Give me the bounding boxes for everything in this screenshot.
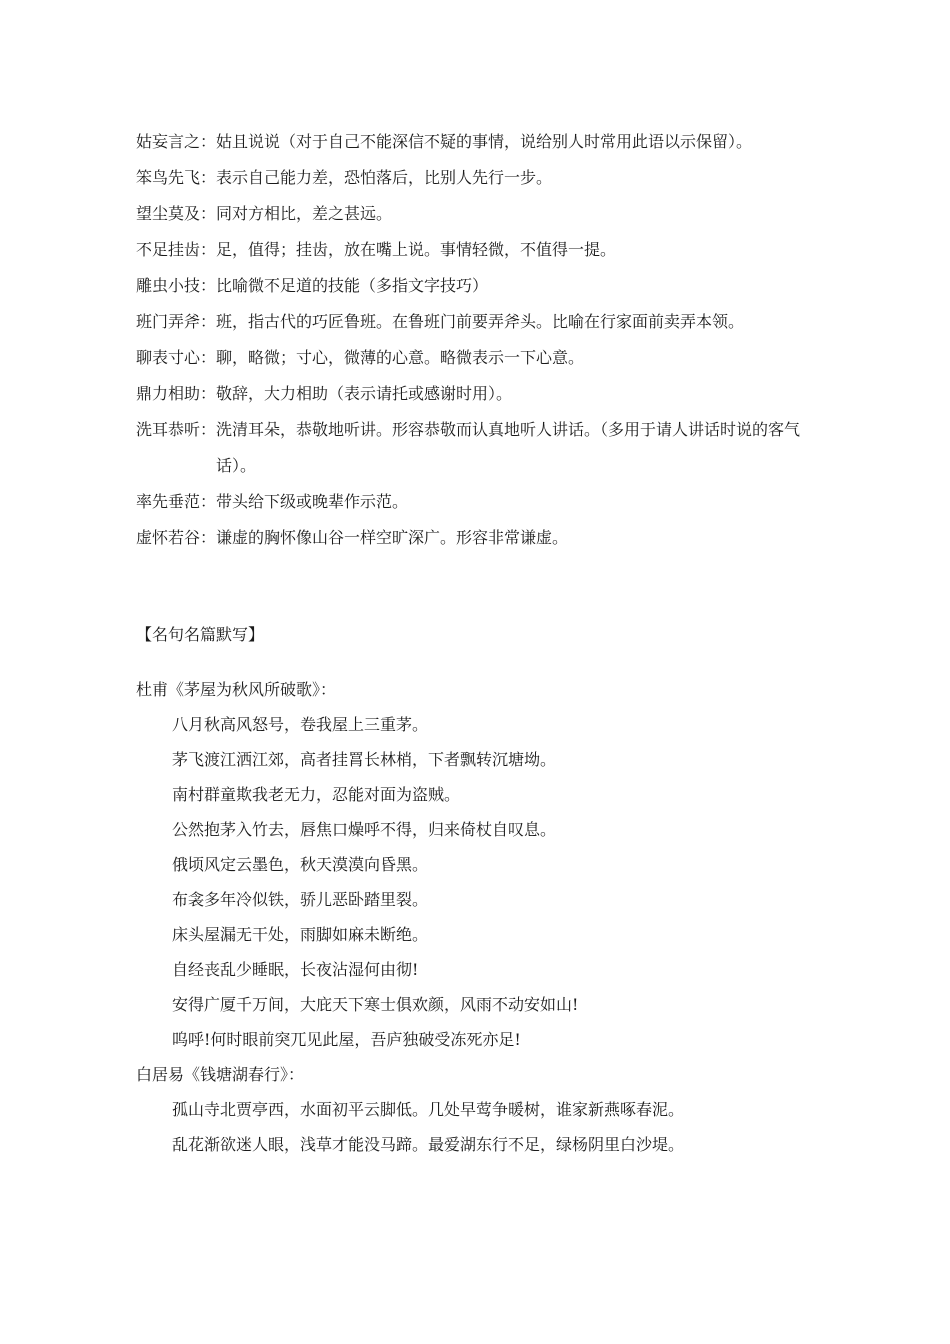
idiom-list	[136, 124, 826, 556]
idiom-term: 望尘莫及：	[136, 204, 217, 223]
poem-block	[136, 672, 836, 1057]
idiom-term: 鼎力相助：	[136, 384, 217, 403]
poem-line: 布衾多年冷似铁，骄儿恶卧踏里裂。	[172, 890, 429, 909]
idiom-entry	[136, 412, 826, 484]
idiom-entry	[136, 340, 826, 376]
idiom-entry	[136, 124, 826, 160]
idiom-definition: 比喻微不足道的技能（多指文字技巧）	[216, 276, 489, 295]
poem-line: 八月秋高风怒号，卷我屋上三重茅。	[172, 715, 429, 734]
idiom-term: 姑妄言之：	[136, 132, 217, 151]
idiom-term: 雕虫小技：	[136, 276, 217, 295]
idiom-term: 率先垂范：	[136, 492, 217, 511]
idiom-term: 洗耳恭听：	[136, 420, 217, 439]
idiom-definition: 带头给下级或晚辈作示范。	[216, 492, 409, 511]
poem-line: 床头屋漏无干处，雨脚如麻未断绝。	[172, 925, 429, 944]
idiom-term: 班门弄斧：	[136, 312, 217, 331]
idiom-definition: 班，指古代的巧匠鲁班。在鲁班门前要弄斧头。比喻在行家面前卖弄本领。	[216, 312, 745, 331]
idiom-entry	[136, 196, 826, 232]
poem-line: 乱花渐欲迷人眼，浅草才能没马蹄。最爱湖东行不足，绿杨阴里白沙堤。	[172, 1135, 685, 1154]
poem-line: 俄顷风定云墨色，秋天漠漠向昏黑。	[172, 855, 429, 874]
poem-line: 安得广厦千万间，大庇天下寒士俱欢颜，风雨不动安如山!	[172, 995, 579, 1014]
idiom-entry	[136, 520, 826, 556]
idiom-term: 虚怀若谷：	[136, 528, 217, 547]
idiom-definition: 足，值得；挂齿，放在嘴上说。事情轻微，不值得一提。	[216, 240, 617, 259]
section-title: 【名句名篇默写】	[136, 625, 265, 644]
idiom-term: 笨鸟先飞：	[136, 168, 217, 187]
poem-line: 自经丧乱少睡眠，长夜沾湿何由彻!	[172, 960, 419, 979]
idiom-entry	[136, 376, 826, 412]
poem-line: 茅飞渡江洒江郊，高者挂罥长林梢，下者飘转沉塘坳。	[172, 750, 557, 769]
idiom-entry	[136, 160, 826, 196]
idiom-definition: 聊，略微；寸心，微薄的心意。略微表示一下心意。	[216, 348, 585, 367]
idiom-definition: 洗清耳朵，恭敬地听讲。形容恭敬而认真地听人讲话。（多用于请人讲话时说的客气话）。	[216, 420, 801, 475]
idiom-term: 不足挂齿：	[136, 240, 217, 259]
poem-line: 公然抱茅入竹去，唇焦口燥呼不得，归来倚杖自叹息。	[172, 820, 557, 839]
idiom-entry	[136, 484, 826, 520]
poem-list	[136, 672, 836, 1162]
idiom-entry	[136, 304, 826, 340]
poem-line: 南村群童欺我老无力，忍能对面为盗贼。	[172, 785, 461, 804]
idiom-term: 聊表寸心：	[136, 348, 217, 367]
poem-title: 白居易《钱塘湖春行》：	[136, 1065, 305, 1084]
idiom-definition: 敬辞，大力相助（表示请托或感谢时用）。	[216, 384, 513, 403]
idiom-entry	[136, 232, 826, 268]
poem-line: 呜呼!何时眼前突兀见此屋，吾庐独破受冻死亦足!	[172, 1030, 521, 1049]
idiom-definition: 同对方相比，差之甚远。	[216, 204, 393, 223]
idiom-definition: 表示自己能力差，恐怕落后，比别人先行一步。	[216, 168, 553, 187]
poem-block	[136, 1057, 836, 1162]
idiom-definition: 谦虚的胸怀像山谷一样空旷深广。形容非常谦虚。	[216, 528, 569, 547]
poem-line: 孤山寺北贾亭西，水面初平云脚低。几处早莺争暖树，谁家新燕啄春泥。	[172, 1100, 685, 1119]
idiom-definition: 姑且说说（对于自己不能深信不疑的事情，说给别人时常用此语以示保留）。	[216, 132, 753, 151]
poem-title: 杜甫《茅屋为秋风所破歌》：	[136, 680, 337, 699]
idiom-entry	[136, 268, 826, 304]
